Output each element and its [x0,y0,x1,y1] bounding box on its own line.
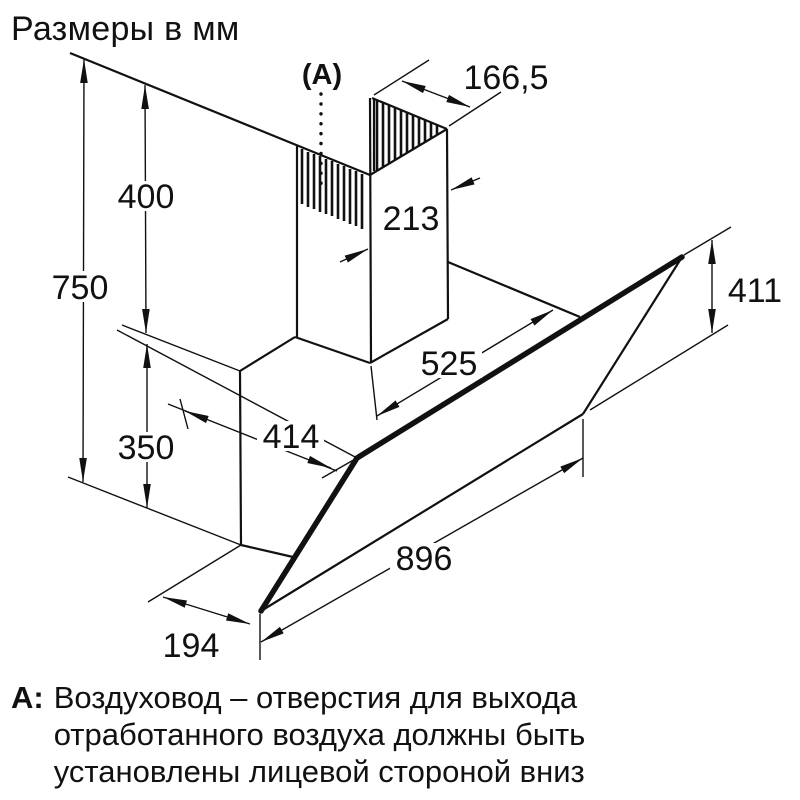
dim-line-166 [402,81,470,107]
leader-213-right [451,178,480,190]
footnote-a-prefix: A: [11,680,44,715]
dim-label-525: 525 [420,345,478,383]
dim-arrow-414-right [310,460,331,468]
body-top-back-right-edge [448,262,580,317]
chimney-vent-hatching-rear [377,100,437,171]
callout-a-label: (A) [301,59,343,91]
body-left-edge [240,371,241,545]
dim-label-166: 166,5 [463,59,549,97]
ext-194-left [148,545,241,602]
page-title: Размеры в мм [11,10,240,48]
panel-right-edge [583,257,682,414]
chimney-center-corner-edge [370,98,371,363]
footnote-a-body [54,679,586,790]
dim-label-896: 896 [395,540,453,578]
dim-arrow-414-left [185,411,206,419]
chimney-vent-hatching-front [302,149,362,229]
leader-213-corner [340,249,368,262]
ext-411-top [684,227,731,255]
ext-166-left [374,60,429,95]
ext-414-left-tick [180,399,188,429]
dim-label-213: 213 [382,200,440,238]
chimney-front-right-top-edge [370,129,447,175]
chimney-bottom-left-edge [295,337,370,363]
footnote-line-1: Воздуховод – отверстия для выхода [53,680,578,715]
body-top-back-left-edge [240,337,295,371]
dim-label-414: 414 [262,418,320,456]
ext-bottom-height-ref [68,477,241,545]
dim-label-400: 400 [117,178,175,216]
dim-line-194 [163,597,250,624]
footnote-line-2: отработанного воздуха должны быть [53,717,586,752]
dim-label-750: 750 [51,269,109,307]
panel-top-edge [261,257,682,611]
ext-411-bottom [590,325,728,410]
dim-label-350: 350 [117,429,175,467]
footnote-a [11,679,585,790]
ext-166-right [449,92,501,126]
footnote-line-3: установлены лицевой стороной вниз [53,754,585,789]
dim-label-194: 194 [162,627,220,665]
body-bottom-left-edge [241,545,293,557]
dim-label-411: 411 [727,272,783,310]
ext-525-left [371,366,377,420]
chimney-right-edge [447,129,448,319]
